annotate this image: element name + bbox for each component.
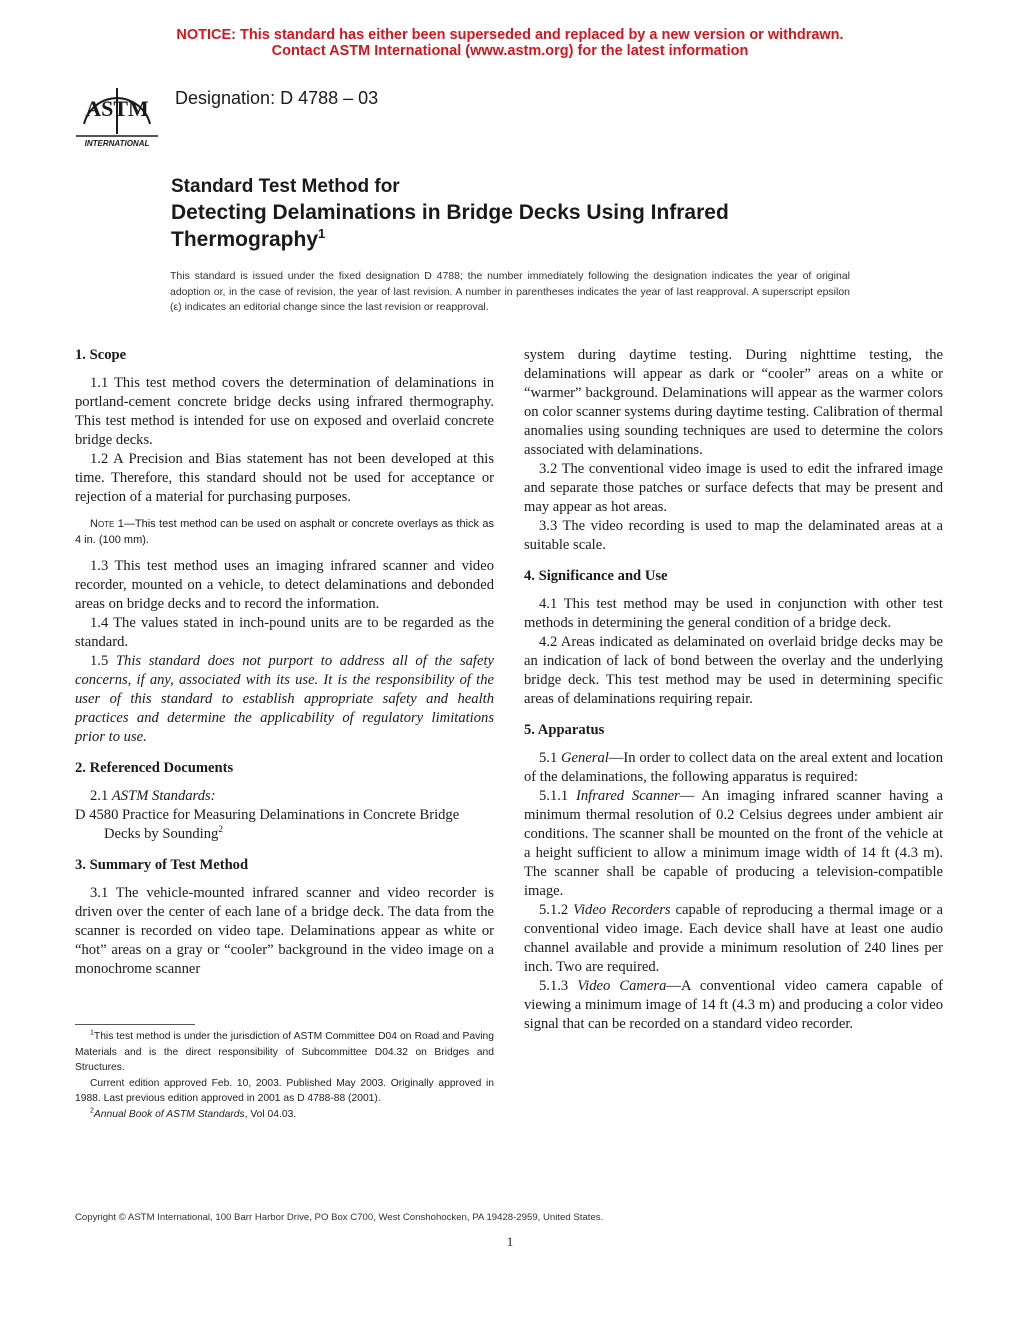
para-1-4: 1.4 The values stated in inch-pound units are to be regarded as the standard. <box>75 615 494 650</box>
para-1-2: 1.2 A Precision and Bias statement has not been developed at this time. Therefore, this standard should not be used for acceptance or rejection of a material for purchasing purposes. <box>75 451 494 505</box>
para-3-1: 3.1 The vehicle-mounted infrared scanner and video recorder is driven over the center of each lane of a bridge deck. The data from the scanner is recorded on video tape. Delaminations appear as white or “hot” areas on a gray or “cooler” background in the video image on a monochrome scanner <box>75 885 494 977</box>
note-1 <box>75 516 494 548</box>
reference-text: D 4580 Practice for Measuring Delaminations in Concrete Bridge Decks by Sounding <box>75 807 460 842</box>
footnote-2-title: Annual Book of ASTM Standards <box>93 1108 245 1120</box>
para-3-1-continued: system during daytime testing. During nighttime testing, the delaminations will appear as dark or “cooler” areas on a white or “warmer” background. Delaminations will appear as the warmer colors on color scanner systems during daytime testing. Calibration of thermal anomalies using sounding techniques are used to determine the colors associated with delaminations. <box>524 347 943 458</box>
para-5-1-1-text: — An imaging infrared scanner having a minimum thermal resolution of 0.2 Celsius degrees under ambient air conditions. The scanner shall be mounted on the front of the vehicle at a height sufficient to allow a minimum image width of 14 ft (4.3 m). The scanner shall be capable of producing a television-compatible image. <box>524 788 943 899</box>
section-3-heading: 3. Summary of Test Method <box>75 857 249 873</box>
para-5-1-term: General <box>561 750 609 766</box>
title-line-2 <box>171 199 811 253</box>
para-2-1-num: 2.1 <box>90 788 112 804</box>
para-3-3: 3.3 The video recording is used to map the delaminated areas at a suitable scale. <box>524 518 943 553</box>
para-4-2: 4.2 Areas indicated as delaminated on overlaid bridge decks may be an indication of lack of bond between the overlay and the underlying bridge deck. This test method may be used in determining specific areas of delaminations requiring repair. <box>524 634 943 707</box>
para-5-1-2 <box>524 901 943 977</box>
para-5-1-1-term: Infrared Scanner <box>576 788 680 804</box>
logo-subtext: INTERNATIONAL <box>84 139 150 148</box>
footnotes <box>75 1024 494 1122</box>
right-column <box>524 346 943 1034</box>
issued-note: This standard is issued under the fixed designation D 4788; the number immediately following the designation indicates the year of original adoption or, in the case of revision, the year of last revision. A number in parentheses indicates the year of last reapproval. A superscript epsilon (ε) indicates an editorial change since the last revision or reapproval. <box>170 270 850 313</box>
note-1-label: Note 1 <box>90 518 124 530</box>
page-number: 1 <box>506 1234 514 1249</box>
para-1-5-num: 1.5 <box>90 653 116 669</box>
withdrawal-notice <box>0 27 1020 59</box>
title-main: Detecting Delaminations in Bridge Decks Using Infrared Thermography <box>171 201 729 251</box>
footnote-1-edition: Current edition approved Feb. 10, 2003. Published May 2003. Originally approved in 1988. Last previous edition approved in 2001 as D 4788-88 (2001). <box>75 1077 494 1104</box>
designation: Designation: D 4788 – 03 <box>175 88 379 108</box>
logo-text: ASTM <box>85 96 149 121</box>
para-5-1-3-num: 5.1.3 <box>539 978 578 994</box>
para-4-1: 4.1 This test method may be used in conjunction with other test methods in determining the general condition of a bridge deck. <box>524 596 943 631</box>
para-2-1-text: ASTM Standards: <box>111 788 216 804</box>
para-5-1-2-text: capable of reproducing a thermal image or a conventional video image. Each device shall have at least one audio channel available and provide a minimum resolution of 240 lines per inch. Two are required. <box>524 902 943 975</box>
para-1-1: 1.1 This test method covers the determination of delaminations in portland-cement concrete bridge decks using infrared thermography. This test method is intended for use on exposed and overlaid concrete bridge decks. <box>75 375 494 448</box>
para-1-5 <box>75 652 494 747</box>
note-1-text: —This test method can be used on asphalt or concrete overlays as thick as 4 in. (100 mm). <box>75 518 494 546</box>
footnote-2-mark: 2 <box>90 1107 94 1115</box>
para-3-2: 3.2 The conventional video image is used to edit the infrared image and separate those patches or surface defects that may be present and may appear as hot areas. <box>524 461 943 515</box>
para-5-1 <box>524 749 943 787</box>
para-5-1-3-text: —A conventional video camera capable of viewing a minimum image of 14 ft (4.3 m) and producing a color video signal that can be recorded on a standard video recorder. <box>524 978 943 1032</box>
footnote-1 <box>75 1029 494 1076</box>
para-5-1-1 <box>524 787 943 901</box>
copyright: Copyright © ASTM International, 100 Barr Harbor Drive, PO Box C700, West Conshohocken, PA 19428-2959, United States. <box>75 1212 604 1223</box>
title-footnote-mark: 1 <box>318 226 326 241</box>
astm-logo <box>72 78 162 150</box>
section-1-heading: 1. Scope <box>75 347 127 363</box>
footnote-rule <box>75 1024 195 1025</box>
section-2-heading: 2. Referenced Documents <box>75 760 234 776</box>
para-2-1 <box>75 787 494 806</box>
document-title <box>171 175 811 253</box>
left-column <box>75 346 494 979</box>
footnote-1-text: This test method is under the jurisdiction of ASTM Committee D04 on Road and Paving Materials and is the direct responsibility of Subcommittee D04.32 on Bridges and Structures. <box>75 1031 494 1073</box>
notice-line-1: NOTICE: This standard has either been superseded and replaced by a new version or withdrawn. <box>176 27 844 43</box>
footnote-2 <box>75 1107 494 1123</box>
notice-line-2: Contact ASTM International (www.astm.org) for the latest information <box>271 43 749 59</box>
footnote-1-mark: 1 <box>90 1029 94 1037</box>
footnote-2-text: , Vol 04.03. <box>244 1108 297 1120</box>
para-5-1-3-term: Video Camera <box>577 978 667 994</box>
para-1-5-text: This standard does not purport to address all of the safety concerns, if any, associated with its use. It is the responsibility of the user of this standard to establish appropriate safety and health practices and determine the applicability of regulatory limitations prior to use. <box>75 653 494 745</box>
reference-d4580 <box>75 806 494 844</box>
section-5-heading: 5. Apparatus <box>524 722 605 738</box>
title-line-1: Standard Test Method for <box>171 176 400 197</box>
para-5-1-2-num: 5.1.2 <box>539 902 574 918</box>
para-5-1-text: —In order to collect data on the areal extent and location of the delaminations, the following apparatus is required: <box>524 750 943 785</box>
para-5-1-3 <box>524 977 943 1034</box>
para-5-1-1-num: 5.1.1 <box>539 788 576 804</box>
reference-footnote-mark: 2 <box>218 824 223 835</box>
section-4-heading: 4. Significance and Use <box>524 568 668 584</box>
para-1-3: 1.3 This test method uses an imaging infrared scanner and video recorder, mounted on a vehicle, to detect delaminations and debonded areas on bridge decks and to record the information. <box>75 558 494 612</box>
para-5-1-2-term: Video Recorders <box>573 902 671 918</box>
para-5-1-num: 5.1 <box>539 750 561 766</box>
